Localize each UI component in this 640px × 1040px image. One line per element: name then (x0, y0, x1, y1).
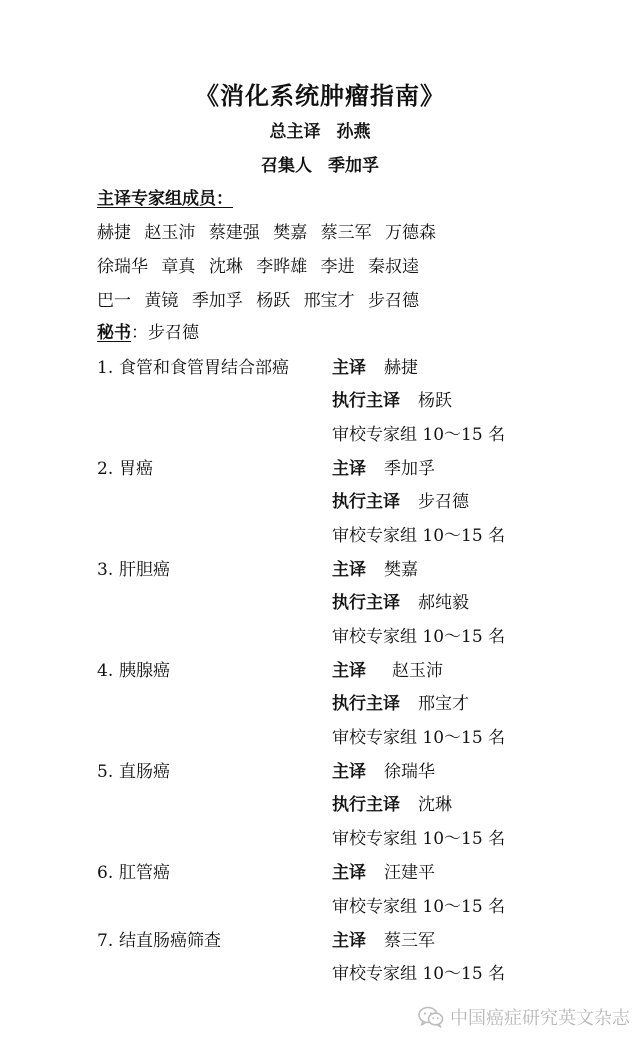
role-label: 执行主译 (332, 593, 400, 613)
convener-name: 季加孚 (328, 156, 379, 176)
exec-translator-row (332, 487, 469, 512)
role-name: 赵玉沛 (392, 661, 443, 681)
exec-translator-row (332, 689, 469, 714)
chief-translator-name: 孙燕 (336, 122, 371, 142)
member-name: 樊嘉 (273, 223, 308, 243)
role-name: 樊嘉 (384, 560, 418, 580)
chief-translator-row (332, 757, 435, 782)
chief-translator-label: 总主译 (269, 122, 321, 142)
section-name: 结直肠癌筛查 (119, 931, 221, 951)
member-name: 季加孚 (191, 291, 243, 311)
role-label: 主译 (332, 762, 366, 782)
section-name: 胰腺癌 (119, 661, 170, 681)
review-group-row: 审校专家组 10～15 名 (332, 897, 506, 917)
members-line-2 (97, 252, 427, 277)
member-name: 李晔雄 (256, 257, 308, 277)
document-title: 《消化系统肿瘤指南》 (195, 81, 445, 110)
member-name: 邢宝才 (303, 291, 355, 311)
watermark-text: 中国癌症研究英文杂志 (450, 1008, 630, 1029)
section-number: 4. (97, 661, 114, 681)
member-name: 蔡三军 (320, 223, 372, 243)
section-title (97, 858, 170, 883)
section-title (97, 353, 289, 378)
member-name: 杨跃 (256, 291, 291, 311)
member-name: 李进 (320, 257, 355, 277)
section-name: 肝胆癌 (119, 560, 170, 580)
member-name: 步召德 (368, 291, 420, 311)
section-name: 胃癌 (119, 459, 153, 479)
member-name: 秦叔逵 (368, 257, 420, 277)
role-label: 执行主译 (332, 694, 400, 714)
wechat-icon (418, 1006, 444, 1028)
role-name: 徐瑞华 (384, 762, 435, 782)
section-title (97, 454, 153, 479)
member-name: 徐瑞华 (97, 257, 148, 277)
section-title (97, 555, 170, 580)
chief-translator-row (332, 656, 443, 681)
member-name: 章真 (161, 257, 196, 277)
chief-translator-row (332, 858, 435, 883)
section-number: 7. (97, 931, 114, 951)
chief-translator-row (332, 555, 418, 580)
member-name: 黄镜 (144, 291, 179, 311)
role-name: 赫捷 (384, 358, 418, 378)
role-label: 主译 (332, 459, 366, 479)
role-name: 蔡三军 (384, 931, 435, 951)
review-group-row: 审校专家组 10～15 名 (332, 964, 506, 984)
convener-label: 召集人 (261, 156, 312, 176)
section-title (97, 757, 170, 782)
exec-translator-row (332, 790, 452, 815)
section-number: 1. (97, 358, 114, 378)
chief-translator-row (332, 454, 435, 479)
role-label: 主译 (332, 560, 366, 580)
members-line-1 (97, 218, 444, 243)
secretary-label: 秘书 (97, 323, 131, 343)
member-name: 沈琳 (208, 257, 243, 277)
section-name: 食管和食管胃结合部癌 (119, 358, 289, 378)
member-name: 巴一 (97, 291, 131, 311)
role-label: 主译 (332, 661, 366, 681)
role-name: 沈琳 (418, 795, 452, 815)
member-name: 蔡建强 (208, 223, 260, 243)
review-group-row: 审校专家组 10～15 名 (332, 728, 506, 748)
role-label: 执行主译 (332, 795, 400, 815)
convener-line (0, 151, 640, 176)
role-label: 执行主译 (332, 492, 400, 512)
section-name: 直肠癌 (119, 762, 170, 782)
section-number: 3. (97, 560, 114, 580)
members-heading: 主译专家组成员： (97, 189, 233, 209)
secretary-separator: ： (131, 323, 148, 343)
section-number: 2. (97, 459, 114, 479)
review-group-row: 审校专家组 10～15 名 (332, 526, 506, 546)
chief-translator-line (0, 117, 640, 142)
member-name: 赫捷 (97, 223, 131, 243)
section-number: 5. (97, 762, 114, 782)
role-label: 主译 (332, 358, 366, 378)
section-title (97, 926, 221, 951)
role-name: 杨跃 (418, 391, 452, 411)
review-group-row: 审校专家组 10～15 名 (332, 627, 506, 647)
members-line-3 (97, 286, 427, 311)
role-name: 步召德 (418, 492, 469, 512)
section-number: 6. (97, 863, 114, 883)
review-group-row: 审校专家组 10～15 名 (332, 829, 506, 849)
section-title (97, 656, 170, 681)
exec-translator-row (332, 588, 469, 613)
secretary-line (97, 318, 199, 343)
role-name: 邢宝才 (418, 694, 469, 714)
chief-translator-row (332, 926, 435, 951)
member-name: 赵玉沛 (144, 223, 196, 243)
review-group-row: 审校专家组 10～15 名 (332, 425, 506, 445)
member-name: 万德森 (385, 223, 437, 243)
watermark (418, 1004, 630, 1030)
role-label: 主译 (332, 931, 366, 951)
role-label: 执行主译 (332, 391, 400, 411)
role-name: 季加孚 (384, 459, 435, 479)
role-name: 汪建平 (384, 863, 435, 883)
chief-translator-row (332, 353, 418, 378)
role-name: 郝纯毅 (418, 593, 469, 613)
section-name: 肛管癌 (119, 863, 170, 883)
role-label: 主译 (332, 863, 366, 883)
exec-translator-row (332, 386, 452, 411)
secretary-name: 步召德 (148, 323, 199, 343)
